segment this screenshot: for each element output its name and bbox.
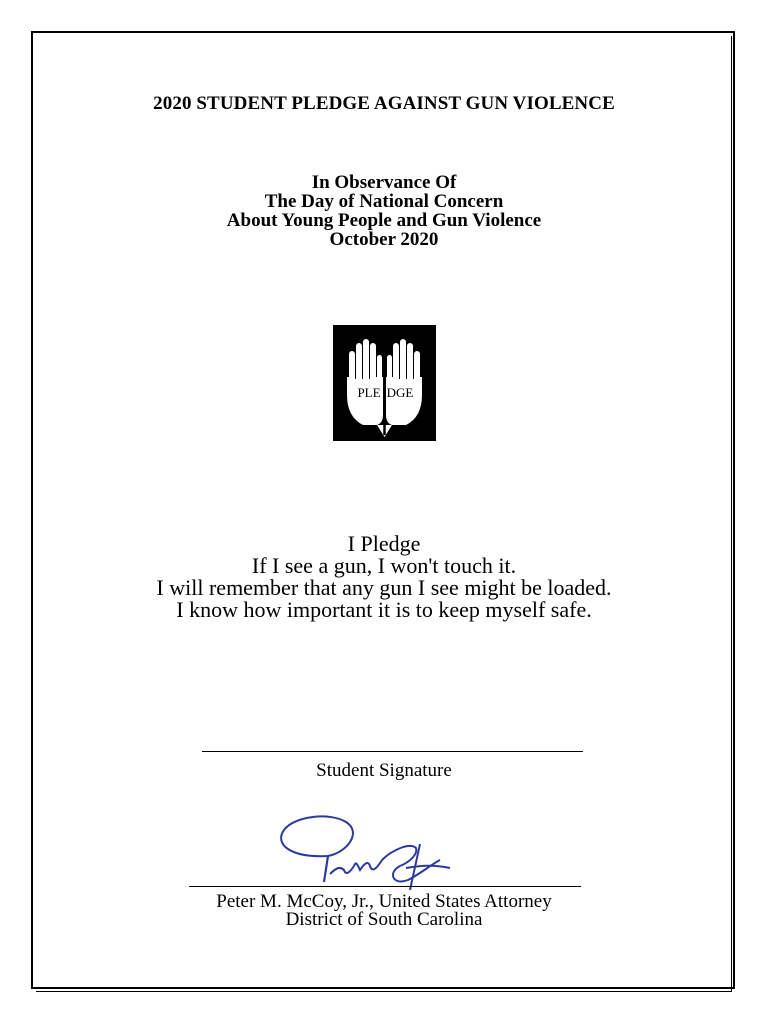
observance-line: In Observance Of xyxy=(311,172,457,193)
raised-hands-icon xyxy=(333,325,436,441)
attorney-signature-line xyxy=(189,886,581,887)
observance-line: About Young People and Gun Violence xyxy=(226,210,542,231)
observance-block xyxy=(0,173,768,249)
logo-word-right: DGE xyxy=(386,385,414,400)
logo-word-left: PLE xyxy=(357,385,381,400)
pledge-line: If I see a gun, I won't touch it. xyxy=(251,553,517,578)
attorney-name: Peter M. McCoy, Jr., United States Attorney xyxy=(216,891,552,912)
pledge-line: I will remember that any gun I see might be loaded. xyxy=(156,575,612,600)
attorney-block xyxy=(0,893,768,929)
pledge-logo xyxy=(333,325,436,441)
observance-line: The Day of National Concern xyxy=(264,191,504,212)
student-signature-line xyxy=(202,751,583,752)
logo-i-text: I xyxy=(382,348,387,362)
student-signature-label: Student Signature xyxy=(316,760,452,781)
observance-line: October 2020 xyxy=(329,229,439,250)
pledge-line: I know how important it is to keep myself safe. xyxy=(176,597,592,622)
pledge-line: I Pledge xyxy=(347,531,421,556)
pledge-text xyxy=(0,533,768,621)
attorney-signature xyxy=(270,808,470,898)
attorney-district: District of South Carolina xyxy=(285,909,483,930)
pledge-title: 2020 STUDENT PLEDGE AGAINST GUN VIOLENCE xyxy=(153,93,615,114)
